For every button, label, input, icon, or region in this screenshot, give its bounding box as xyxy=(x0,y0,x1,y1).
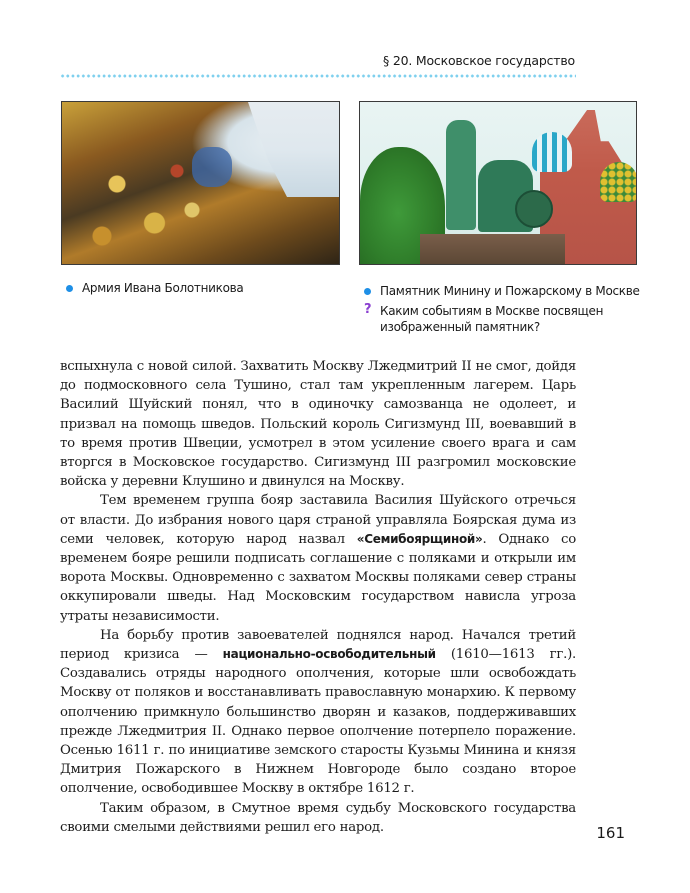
dotted-divider xyxy=(60,74,576,78)
photo-dome-green xyxy=(600,162,637,202)
section-header: § 20. Московское государство xyxy=(383,53,575,68)
key-term: национально-освободительный xyxy=(222,647,436,662)
body-text xyxy=(60,357,576,837)
minin-pozharsky-monument-photo xyxy=(359,101,637,265)
paragraph: На борьбу против завоевателей поднялся народ. Начался третий период кризиса — национально-освободительный (1610—1613 гг.). Создавались отряды народного ополчения, которые шли освобождать Москву от поляков и восстанавливать православную монархию. К первому ополчению примкнуло большинство дворян и казаков, поддерживавших прежде Лжедмитрия II. Однако первое ополчение потерпело поражение. Осенью 1611 г. по инициативе земского старосты Кузьмы Минина и князя Дмитрия Пожарского в Нижнем Новгороде было создано второе ополчение, освободившее Москву в октябре 1612 г. xyxy=(60,627,576,797)
question-icon: ? xyxy=(364,302,372,317)
bullet-icon xyxy=(66,285,73,292)
photo-statue-shield xyxy=(515,190,553,228)
key-term: «Семибоярщиной» xyxy=(356,531,483,546)
figure-caption-left: Армия Ивана Болотникова xyxy=(82,281,244,295)
photo-pedestal xyxy=(420,234,565,265)
photo-dome-striped xyxy=(532,132,572,172)
photo-statue-minin xyxy=(446,120,476,230)
figure-question: Каким событиям в Москве посвящен изображенный памятник? xyxy=(380,304,604,334)
page-number: 161 xyxy=(596,824,625,842)
bullet-icon xyxy=(364,288,371,295)
painting-sky xyxy=(209,102,339,197)
paragraph: вспыхнула с новой силой. Захватить Москву Лжедмитрий II не смог, дойдя до подмосковного села Тушино, стал там укрепленным лагерем. Царь Василий Шуйский понял, что в одиночку самозванца не одолеет, и призвал на помощь шведов. Польский король Сигизмунд III, воевавший в то время против Швеции, усмотрел в этом усиление своего врага и сам вторгся в Московское государство. Сигизмунд III разгромил московские войска у деревни Клушино и двинулся на Москву. xyxy=(60,359,576,490)
bolotnikov-army-painting xyxy=(61,101,340,265)
painting-figure xyxy=(192,147,232,187)
figure-caption-right: Памятник Минину и Пожарскому в Москве xyxy=(380,284,640,298)
paragraph: Тем временем группа бояр заставила Василия Шуйского отречься от власти. До избрания нового царя страной управляла Боярская дума из семи человек, которую народ назвал «Семибоярщиной». Однако со временем бояре решили подписать соглашение с поляками и открыли им ворота Москвы. Одновременно с захватом Москвы поляками север страны оккупировали шведы. Над Московским государством нависла угроза утраты независимости. xyxy=(60,493,576,624)
paragraph: Таким образом, в Смутное время судьбу Московского государства своими смелыми действиями решил его народ. xyxy=(60,800,576,835)
